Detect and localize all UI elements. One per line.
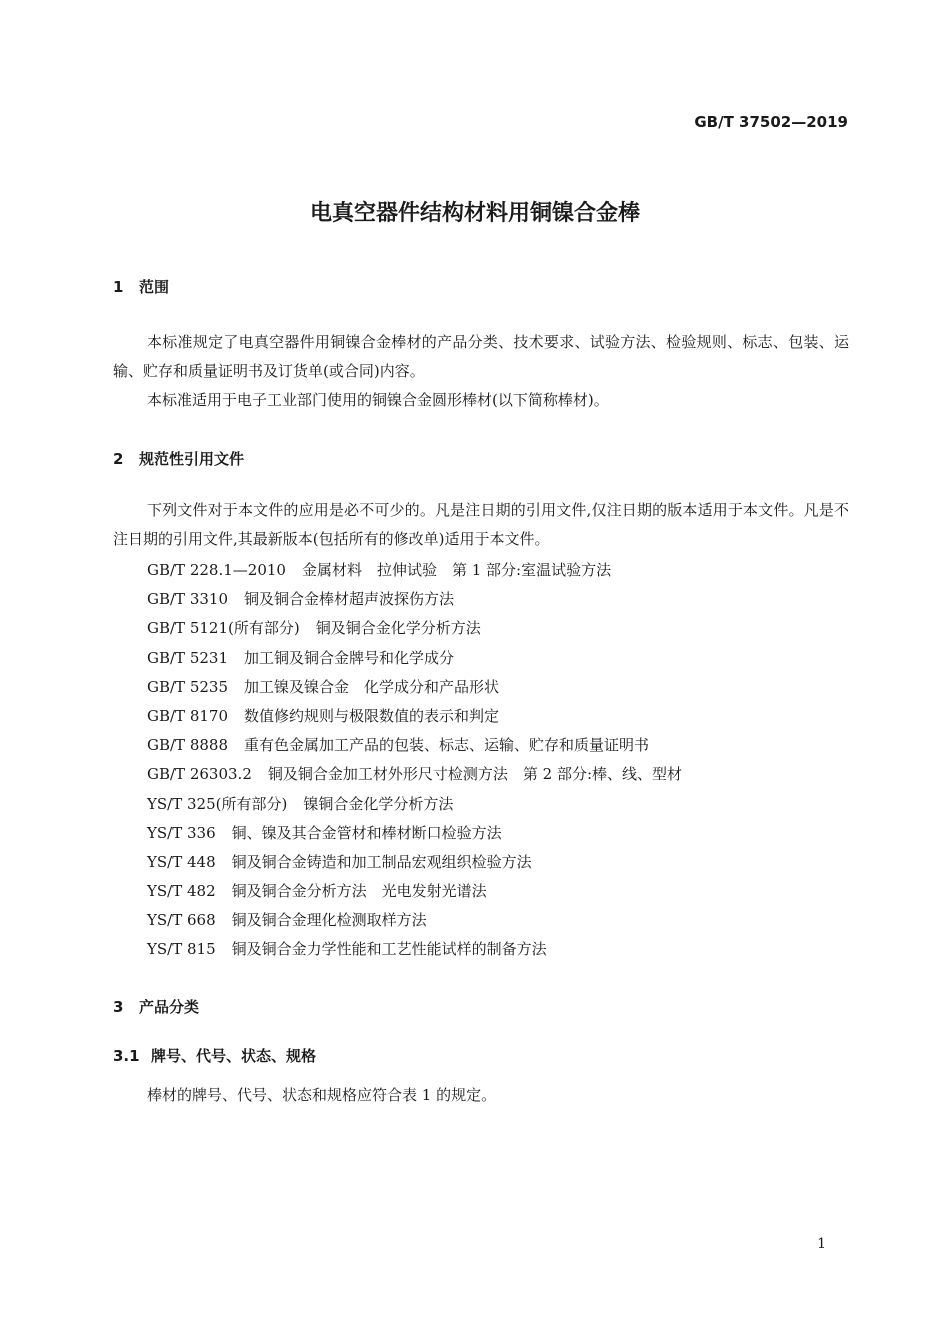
reference-code: YS/T 668: [147, 911, 216, 930]
reference-code: GB/T 8170: [147, 706, 229, 725]
reference-code: GB/T 3310: [147, 590, 229, 609]
reference-item: [147, 819, 682, 848]
section-number: 2: [113, 450, 124, 468]
reference-code: YS/T 448: [147, 852, 216, 871]
reference-item: [147, 644, 682, 673]
section-3-1-heading: [113, 1045, 316, 1066]
reference-code: GB/T 26303.2: [147, 765, 252, 784]
reference-title: 加工镍及镍合金 化学成分和产品形状: [244, 677, 500, 696]
reference-item: [147, 935, 682, 964]
classification-paragraph: 棒材的牌号、代号、状态和规格应符合表 1 的规定。: [147, 1086, 497, 1104]
reference-item: [147, 790, 682, 819]
reference-item: [147, 760, 682, 789]
reference-code: GB/T 5121(所有部分): [147, 619, 300, 638]
reference-title: 重有色金属加工产品的包装、标志、运输、贮存和质量证明书: [244, 736, 650, 755]
reference-title: 加工铜及铜合金牌号和化学成分: [244, 648, 455, 667]
references-intro-paragraph: 下列文件对于本文件的应用是必不可少的。凡是注日期的引用文件,仅注日期的版本适用于本文件。凡是不注日期的引用文件,其最新版本(包括所有的修改单)适用于本文件。: [113, 501, 849, 548]
reference-code: GB/T 5231: [147, 648, 229, 667]
reference-title: 铜及铜合金力学性能和工艺性能试样的制备方法: [231, 940, 547, 959]
reference-item: [147, 614, 682, 643]
reference-list: [147, 556, 682, 965]
section-title: 范围: [139, 278, 170, 296]
reference-title: 铜及铜合金加工材外形尺寸检测方法 第 2 部分:棒、线、型材: [267, 765, 683, 784]
reference-title: 镍铜合金化学分析方法: [303, 794, 454, 813]
reference-code: GB/T 5235: [147, 677, 229, 696]
scope-paragraph-1: 本标准规定了电真空器件用铜镍合金棒材的产品分类、技术要求、试验方法、检验规则、标志、包装、运输、贮存和质量证明书及订货单(或合同)内容。: [113, 333, 849, 380]
reference-title: 铜及铜合金理化检测取样方法: [231, 911, 427, 930]
reference-code: YS/T 482: [147, 882, 216, 901]
reference-item: [147, 585, 682, 614]
reference-item: [147, 877, 682, 906]
page-number: 1: [817, 1236, 826, 1252]
reference-title: 金属材料 拉伸试验 第 1 部分:室温试验方法: [301, 561, 612, 579]
reference-title: 数值修约规则与极限数值的表示和判定: [244, 706, 500, 725]
reference-title: 铜及铜合金棒材超声波探伤方法: [244, 590, 455, 609]
section-number: 1: [113, 278, 124, 296]
reference-code: YS/T 336: [147, 823, 216, 842]
reference-item: [147, 848, 682, 877]
reference-code: GB/T 228.1—2010: [147, 561, 286, 579]
reference-item: [147, 702, 682, 731]
reference-code: YS/T 815: [147, 940, 216, 959]
section-2-heading: [113, 448, 244, 469]
section-1-heading: [113, 276, 169, 297]
reference-item: [147, 731, 682, 760]
section-title: 产品分类: [139, 998, 200, 1016]
section-3-heading: [113, 996, 199, 1017]
reference-title: 铜及铜合金化学分析方法: [315, 619, 481, 638]
section-number: 3: [113, 998, 124, 1016]
reference-title: 铜及铜合金铸造和加工制品宏观组织检验方法: [231, 852, 532, 871]
reference-title: 铜及铜合金分析方法 光电发射光谱法: [231, 882, 487, 901]
scope-paragraph-2: 本标准适用于电子工业部门使用的铜镍合金圆形棒材(以下简称棒材)。: [147, 391, 609, 409]
standard-code: GB/T 37502—2019: [694, 113, 848, 131]
section-title: 规范性引用文件: [139, 450, 245, 468]
reference-item: [147, 673, 682, 702]
document-title: 电真空器件结构材料用铜镍合金棒: [309, 201, 640, 226]
section-number: 3.1: [113, 1047, 140, 1065]
reference-title: 铜、镍及其合金管材和棒材断口检验方法: [231, 823, 502, 842]
section-title: 牌号、代号、状态、规格: [151, 1047, 317, 1065]
reference-code: YS/T 325(所有部分): [147, 794, 288, 813]
reference-item: [147, 556, 682, 585]
reference-item: [147, 906, 682, 935]
reference-code: GB/T 8888: [147, 736, 229, 755]
